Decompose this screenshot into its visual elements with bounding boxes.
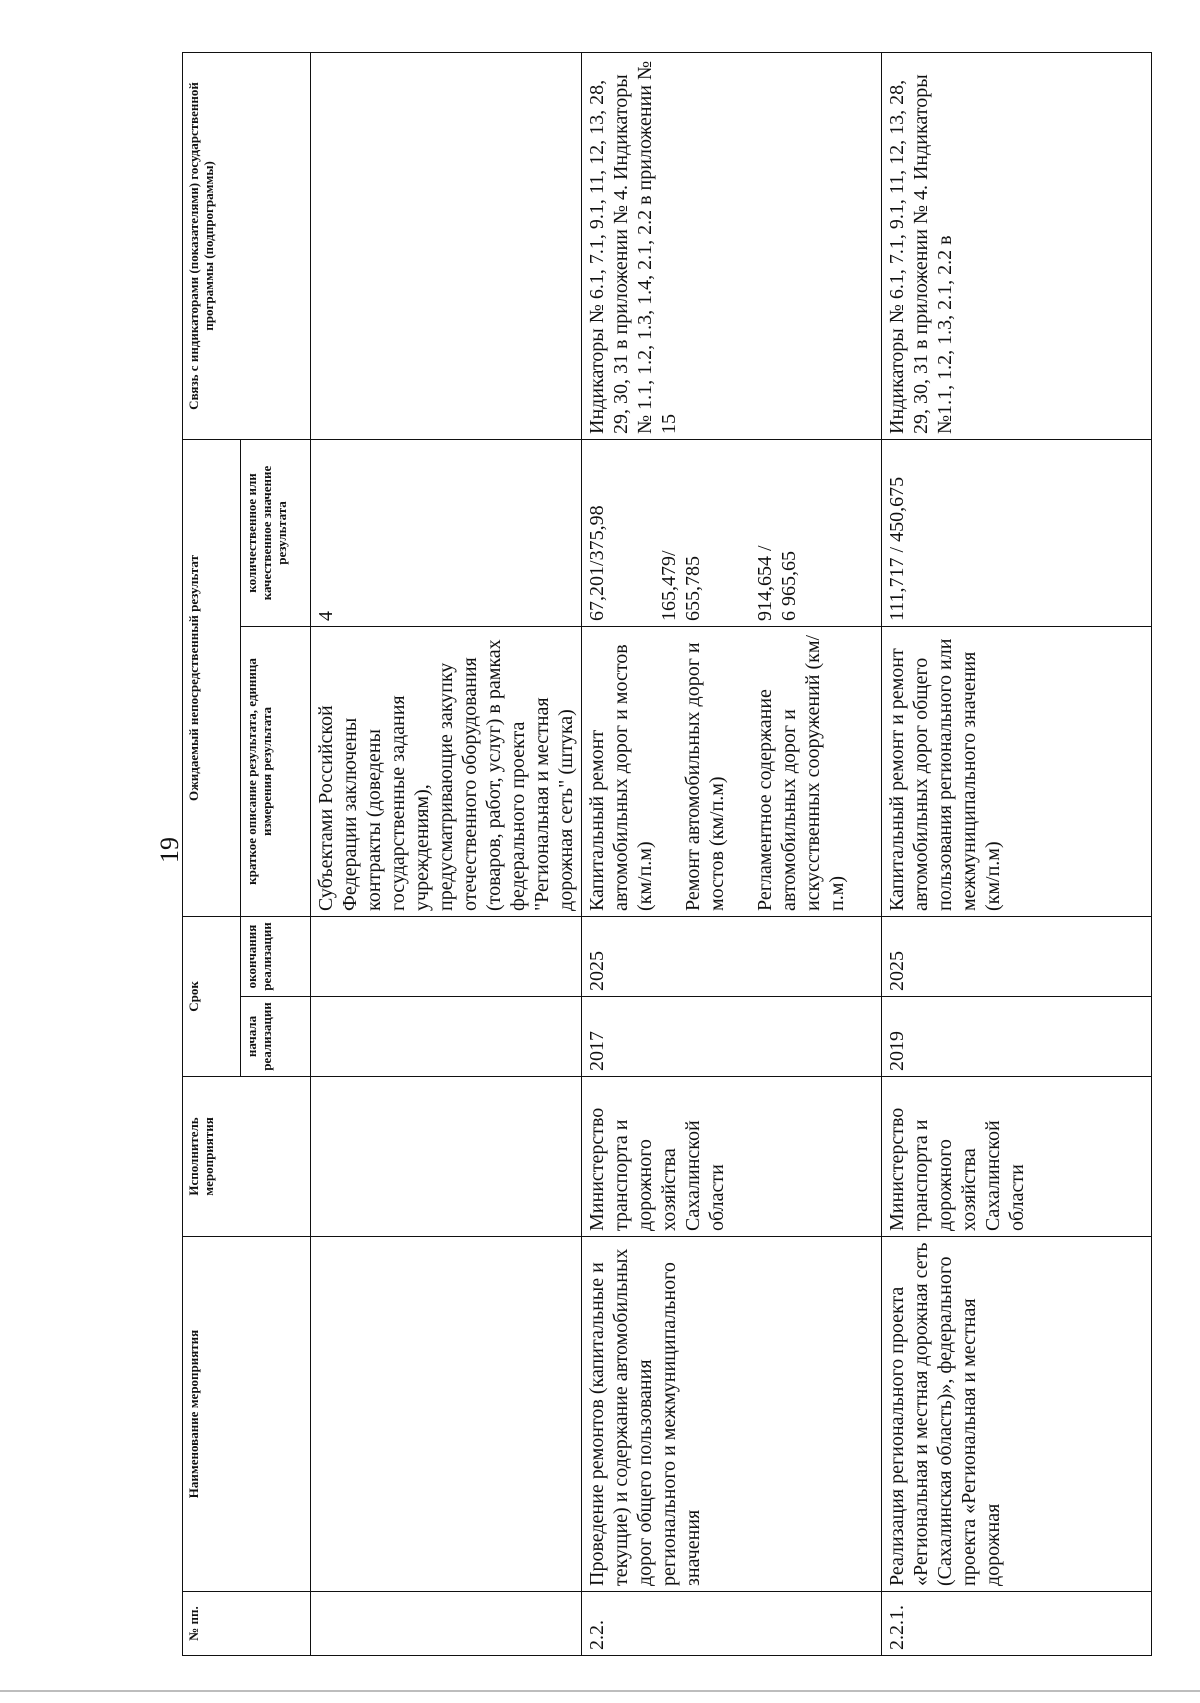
row-result-value: 111,717 / 450,675 — [882, 439, 1152, 626]
row-num — [311, 1592, 582, 1656]
document-table-frame — [182, 53, 1152, 1656]
table-row — [582, 52, 882, 1655]
result-value-maintenance-m: 6 965,65 — [778, 550, 800, 621]
row-num: 2.2. — [582, 1592, 882, 1656]
header-link: Связь с индикаторами (показателями) государственной программы (подпрограммы) — [183, 52, 311, 439]
row-executor: Министерство транспорта и дорожного хозяйства Сахалинской области — [882, 1077, 1152, 1237]
header-expected: Ожидаемый непосредственный результат — [183, 439, 241, 916]
spacer — [657, 632, 681, 911]
result-desc-capital-repair: Капитальный ремонт автомобильных дорог и мостов (км/п.м) — [586, 644, 656, 911]
header-row-1 — [183, 52, 241, 1655]
header-term: Срок — [183, 916, 241, 1076]
row-link: Индикаторы № 6.1, 7.1, 9.1, 11, 12, 13, 28, 29, 30, 31 в приложении № 4. Индикаторы № 1.1, 1.2, 1.3, 1.4, 2.1, 2.2 в приложении № 15 — [582, 52, 882, 439]
row-result-value: 4 — [311, 439, 582, 626]
spacer — [729, 632, 753, 911]
row-end: 2025 — [582, 916, 882, 996]
result-desc-repair: Ремонт автомобильных дорог и мостов (км/п.м) — [682, 642, 728, 911]
header-expected-value: количественное или качественное значение результата — [241, 439, 311, 626]
row-num: 2.2.1. — [882, 1592, 1152, 1656]
row-start: 2017 — [582, 997, 882, 1077]
row-result-desc: Капитальный ремонт и ремонт автомобильных дорог общего пользования регионального или межмуниципального значения (км/п.м) — [882, 626, 1152, 916]
row-executor: Министерство транспорта и дорожного хозяйства Сахалинской области — [582, 1077, 882, 1237]
header-num: № пп. — [183, 1592, 311, 1656]
row-start — [311, 997, 582, 1077]
result-value-maintenance-km: 914,654 / — [754, 545, 776, 621]
measures-table — [182, 52, 1152, 1656]
result-value-repair-km: 165,479/ — [658, 550, 680, 621]
page-number: 19 — [155, 837, 184, 863]
row-result-value-group — [582, 439, 882, 626]
header-executor: Исполнитель мероприятия — [183, 1077, 311, 1237]
table-row — [882, 52, 1152, 1655]
row-name: Проведение ремонтов (капитальные и текущие) и содержание автомобильных дорог общего пользования регионального и межмуниципального значения — [582, 1237, 882, 1592]
result-value-capital-repair: 67,201/375,98 — [586, 505, 608, 621]
row-end: 2025 — [882, 916, 1152, 996]
row-executor — [311, 1077, 582, 1237]
result-value-repair-m: 655,785 — [682, 555, 704, 621]
spacer — [609, 445, 657, 621]
result-desc-maintenance: Регламентное содержание автомобильных дорог и искусственных сооружений (км/п.м) — [754, 634, 848, 911]
row-link: Индикаторы № 6.1, 7.1, 9.1, 11, 12, 13, 28, 29, 30, 31 в приложении № 4. Индикаторы №1.1, 1.2, 1.3, 2.1, 2.2 в — [882, 52, 1152, 439]
row-start: 2019 — [882, 997, 1152, 1077]
header-expected-desc: краткое описание результата, единица измерения результата — [241, 626, 311, 916]
table-row — [311, 52, 582, 1655]
table-rotated-container — [182, 53, 1152, 1656]
row-result-desc: Субъектами Российской Федерации заключены контракты (доведены государственные задания учреждениям), предусматривающие закупку отечественного оборудования (товаров, работ, услуг) в рамках федерального проекта "Региональная и местная дорожная сеть" (штука) — [311, 626, 582, 916]
header-term-start: начала реализации — [241, 997, 311, 1077]
spacer — [705, 445, 753, 621]
header-term-end: окончания реализации — [241, 916, 311, 996]
scan-edge-line — [0, 1690, 1200, 1692]
header-name: Наименование мероприятия — [183, 1237, 311, 1592]
row-end — [311, 916, 582, 996]
row-link — [311, 52, 582, 439]
row-result-desc-group — [582, 626, 882, 916]
row-name — [311, 1237, 582, 1592]
row-name: Реализация регионального проекта «Региональная и местная дорожная сеть (Сахалинская область)», федерального проекта «Региональная и местная дорожная — [882, 1237, 1152, 1592]
